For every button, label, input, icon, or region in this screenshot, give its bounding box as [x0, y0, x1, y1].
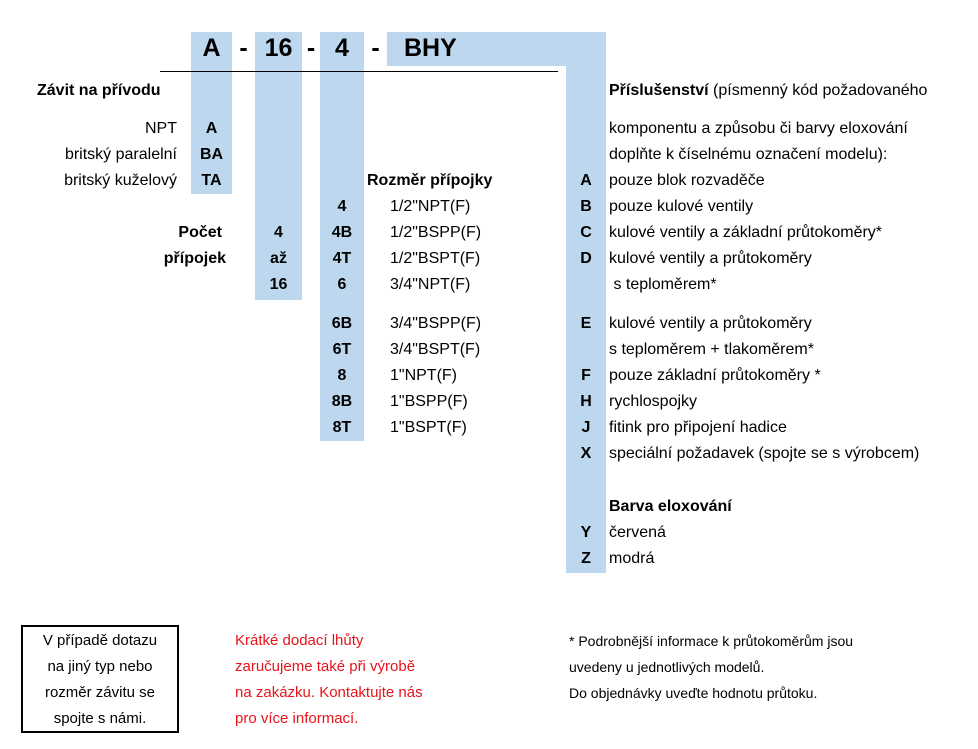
accessory-text: kulové ventily a základní průtokoměry* [609, 224, 883, 241]
connection-title: Rozměr přípojky [367, 172, 493, 189]
model-code-connection: 4 [335, 34, 349, 62]
delivery-note [235, 628, 423, 732]
model-code-thread: A [202, 34, 221, 62]
delivery-note-line: pro více informací. [235, 710, 359, 727]
connection-code: 6B [331, 315, 353, 332]
color-text: červená [609, 524, 666, 541]
accessory-code: F [581, 367, 591, 384]
inquiry-note-line: rozměr závitu se [44, 684, 156, 701]
accessory-text: pouze blok rozvaděče [609, 172, 765, 189]
accessory-text: s teploměrem + tlakoměrem* [609, 341, 814, 358]
accessory-text: pouze základní průtokoměry * [609, 367, 821, 384]
connection-size: 3/4"BSPP(F) [390, 315, 482, 332]
connection-size: 3/4"NPT(F) [390, 276, 471, 293]
accessory-code: J [581, 419, 591, 436]
color-code: Y [580, 524, 592, 541]
model-separator: - [239, 34, 248, 62]
accessories-title-suffix: (písmenný kód požadovaného [708, 82, 928, 99]
accessory-code: D [580, 250, 592, 267]
connection-code: 4 [337, 198, 347, 215]
connection-code: 8 [337, 367, 347, 384]
connection-size: 3/4"BSPT(F) [390, 341, 481, 358]
delivery-note-line: zaručujeme také při výrobě [235, 658, 416, 675]
accessory-code: C [580, 224, 592, 241]
accessory-text: rychlospojky [609, 393, 698, 410]
inquiry-note-line: V případě dotazu [42, 632, 158, 649]
accessory-code: E [580, 315, 592, 332]
thread-label: NPT [145, 120, 177, 137]
accessory-code: H [580, 393, 592, 410]
accessory-text: fitink pro připojení hadice [609, 419, 787, 436]
anodizing-color-title: Barva eloxování [609, 498, 732, 515]
accessory-code: B [580, 198, 592, 215]
footnote-line: uvedeny u jednotlivých modelů. [569, 659, 765, 675]
connection-code: 8B [331, 393, 353, 410]
connection-size: 1"BSPP(F) [390, 393, 468, 410]
model-separator: - [306, 34, 316, 62]
inquiry-note-line: spojte s námi. [53, 710, 147, 727]
delivery-note-line: na zakázku. Kontaktujte nás [235, 684, 423, 701]
flowmeter-footnote [569, 628, 853, 706]
accessories-title: Příslušenství [609, 82, 709, 99]
ports-label: přípojek [163, 250, 226, 267]
thread-label: britský paralelní [64, 146, 177, 163]
ports-label: Počet [178, 224, 222, 241]
accessory-text: s teploměrem* [609, 276, 717, 293]
ports-value: 4 [274, 224, 283, 241]
accessory-code: X [580, 445, 592, 462]
inquiry-note-box [21, 625, 179, 733]
connection-size: 1/2"BSPP(F) [390, 224, 482, 241]
ports-value: 16 [269, 276, 288, 293]
connection-code: 6 [337, 276, 347, 293]
thread-title: Závit na přívodu [37, 82, 161, 99]
delivery-note-line: Krátké dodací lhůty [235, 632, 364, 649]
accessory-text: kulové ventily a průtokoměry [609, 315, 812, 332]
inquiry-note-line: na jiný typ nebo [47, 658, 153, 675]
thread-code: BA [199, 146, 224, 163]
footnote-line: Do objednávky uveďte hodnotu průtoku. [569, 685, 818, 701]
connection-code: 4B [331, 224, 353, 241]
thread-label: britský kuželový [64, 172, 177, 189]
model-code-ports: 16 [264, 34, 293, 62]
model-separator: - [371, 34, 380, 62]
connection-code: 4T [332, 250, 352, 267]
accessory-text: pouze kulové ventily [609, 198, 754, 215]
connection-size: 1/2"BSPT(F) [390, 250, 481, 267]
accessories-intro: komponentu a způsobu či barvy eloxování [609, 120, 908, 137]
header-underline [160, 71, 558, 72]
model-code-accessory: BHY [404, 34, 457, 62]
connection-code: 6T [332, 341, 352, 358]
thread-code: TA [201, 172, 222, 189]
ports-value: až [270, 250, 287, 267]
accessories-intro: doplňte k číselnému označení modelu): [609, 146, 888, 163]
accessory-text: speciální požadavek (spojte se s výrobcem) [609, 445, 920, 462]
thread-code: A [205, 120, 218, 137]
accessories-title-line [609, 82, 927, 100]
accessory-code: A [580, 172, 592, 189]
connection-size: 1"NPT(F) [390, 367, 458, 384]
accessory-text: kulové ventily a průtokoměry [609, 250, 812, 267]
footnote-line: * Podrobnější informace k průtokoměrům jsou [569, 633, 854, 649]
color-text: modrá [609, 550, 655, 567]
color-code: Z [581, 550, 591, 567]
connection-code: 8T [332, 419, 352, 436]
connection-size: 1/2"NPT(F) [390, 198, 471, 215]
connection-size: 1"BSPT(F) [390, 419, 467, 436]
